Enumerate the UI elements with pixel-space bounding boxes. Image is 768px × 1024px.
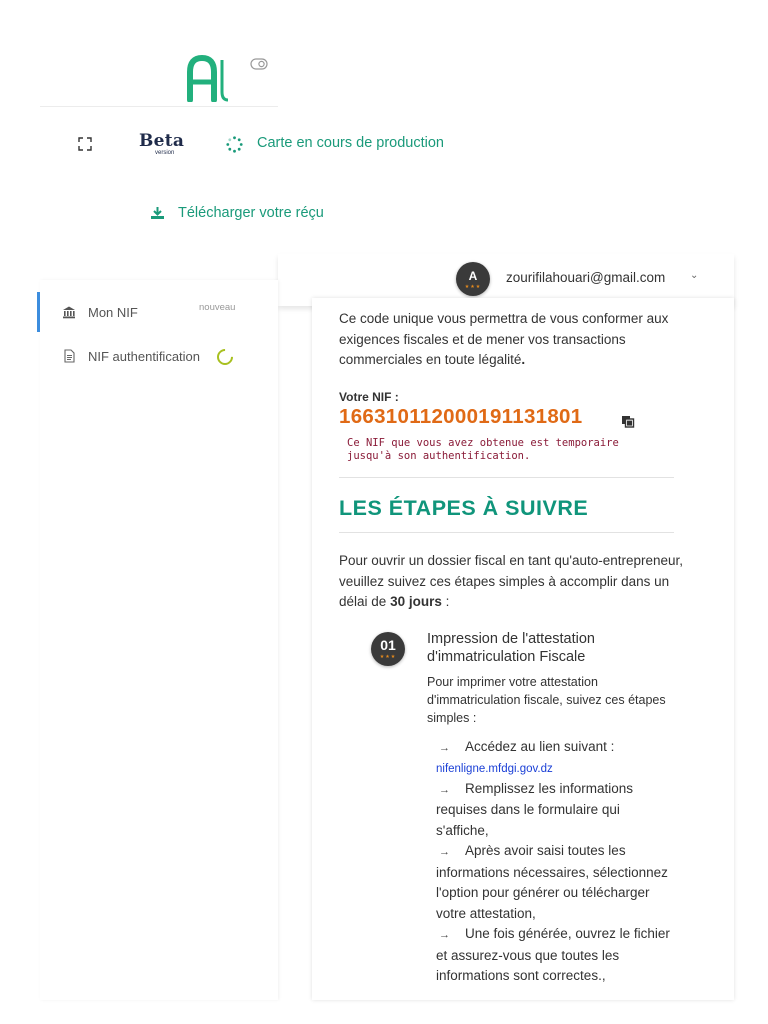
nif-value: 166310112000191131801 <box>339 405 583 428</box>
step-stars: ★★★ <box>379 654 397 660</box>
theme-toggle-icon[interactable] <box>250 58 268 70</box>
sidebar-item-mon-nif[interactable] <box>60 303 275 325</box>
app-logo-icon <box>186 52 230 102</box>
section-title: LES ÉTAPES À SUIVRE <box>339 496 589 520</box>
sidebar-item-nif-authentification[interactable] <box>60 347 275 369</box>
divider <box>339 532 674 533</box>
chevron-down-icon[interactable]: ⌄ <box>690 270 699 281</box>
step-number: 01 <box>380 637 396 653</box>
document-icon <box>62 349 76 363</box>
avatar-logo: A <box>468 269 478 283</box>
divider <box>339 477 674 478</box>
copy-icon[interactable] <box>621 415 635 428</box>
list-item: → Une fois générée, ouvrez le fichier et assurez-vous que toutes les informations sont correctes., <box>436 926 670 983</box>
list-item: → Accédez au lien suivant : nifenligne.mfdgi.gov.dz <box>436 737 676 779</box>
download-receipt-link[interactable]: Télécharger votre réçu <box>178 205 324 221</box>
steps-intro-paragraph: Pour ouvrir un dossier fiscal en tant qu'auto-entrepreneur, veuillez suivez ces étapes simples à accomplir dans un délai de 30 jours : <box>339 553 684 609</box>
fullscreen-icon[interactable] <box>78 137 92 151</box>
beta-label: Beta <box>139 131 185 151</box>
spinner-icon <box>226 136 243 153</box>
loading-ring-icon <box>214 346 237 369</box>
logo-area <box>40 40 278 107</box>
arrow-right-icon: → <box>439 742 450 754</box>
beta-sub-label: version <box>155 150 175 156</box>
step-instructions-list <box>436 737 676 987</box>
sidebar-item-label: NIF authentification <box>88 349 201 364</box>
sidebar-active-indicator <box>37 292 40 332</box>
nif-temporary-note: Ce NIF que vous avez obtenue est temporaire jusqu'à son authentification. <box>347 437 619 462</box>
user-email[interactable]: zourifilahouari@gmail.com <box>506 270 666 285</box>
beta-version-logo <box>139 131 183 161</box>
nif-label: Votre NIF : <box>339 390 399 404</box>
download-icon[interactable] <box>150 206 165 220</box>
avatar-stars: ★★★ <box>464 284 482 290</box>
sidebar <box>40 280 278 1000</box>
step-number-badge <box>371 632 405 666</box>
intro-paragraph: Ce code unique vous permettra de vous conformer aux exigences fiscales et de mener vos transactions commerciales en toute légalité. <box>339 311 669 367</box>
card-status-text: Carte en cours de production <box>257 135 444 151</box>
arrow-right-icon: → <box>439 783 450 796</box>
arrow-right-icon: → <box>439 929 450 941</box>
step-title: Impression de l'attestation d'immatriculation Fiscale <box>427 631 595 665</box>
sidebar-item-label: Mon NIF <box>88 305 138 320</box>
list-item: → Remplissez les informations requises dans le formulaire qui s'affiche, <box>436 780 634 838</box>
new-badge: nouveau <box>199 302 236 313</box>
avatar[interactable] <box>456 262 490 296</box>
bank-icon <box>62 305 76 319</box>
step-description: Pour imprimer votre attestation d'immatriculation fiscale, suivez ces étapes simples : <box>427 675 666 725</box>
nifenligne-link[interactable]: nifenligne.mfdgi.gov.dz <box>436 762 553 775</box>
list-item: → Après avoir saisi toutes les informations nécessaires, sélectionnez l'option pour générer ou télécharger votre attestation, <box>436 843 668 921</box>
arrow-right-icon: → <box>439 846 450 858</box>
